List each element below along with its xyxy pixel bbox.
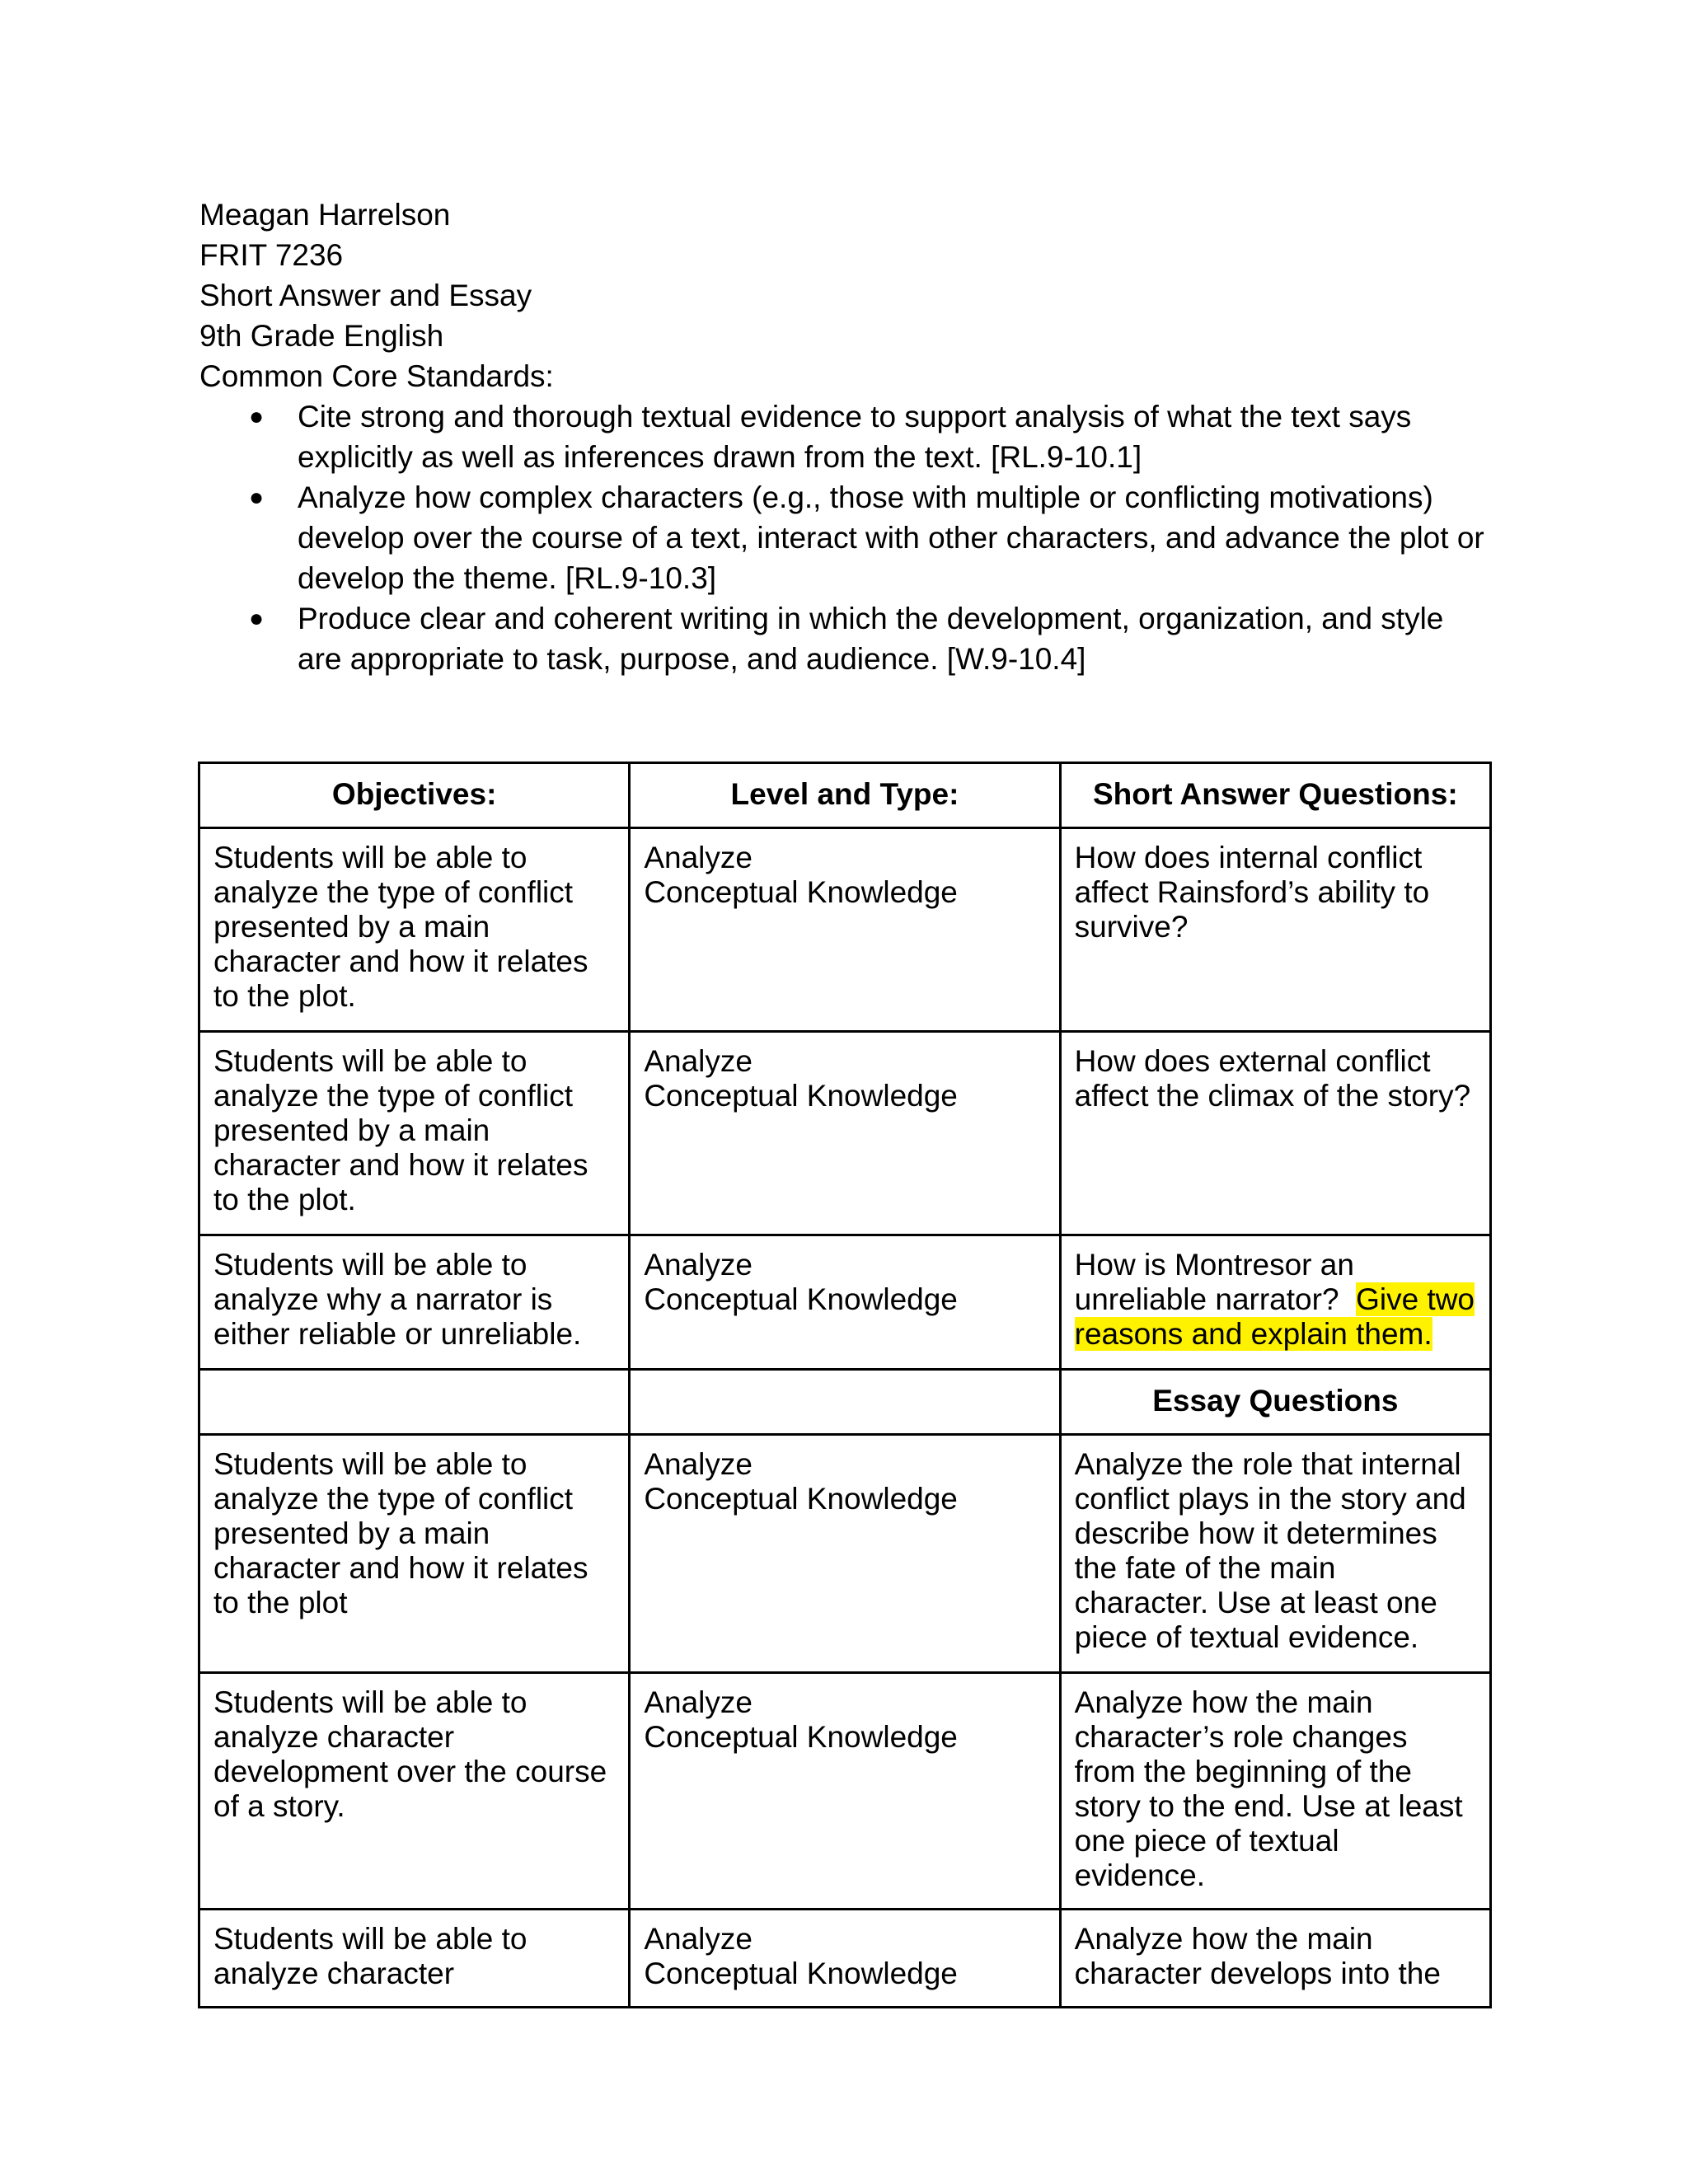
knowledge-type: Conceptual Knowledge (644, 1282, 958, 1316)
question-cell: How does internal conflict affect Rainsford’s ability to survive? (1060, 828, 1490, 1032)
knowledge-type: Conceptual Knowledge (644, 875, 958, 909)
objective-cell: Students will be able to analyze the type of conflict presented by a main character and how it relates to the plot. (199, 828, 630, 1032)
standard-text: Produce clear and coherent writing in which the development, organization, and style are appropriate to task, purpose, and audience. [W.9-10.4] (298, 602, 1444, 676)
list-item (199, 598, 1502, 679)
level-cell (630, 1673, 1060, 1910)
grade-level: 9th Grade English (199, 319, 444, 353)
level-name: Analyze (644, 1447, 753, 1481)
question-text: How is Montresor an unreliable narrator? (1074, 1248, 1354, 1316)
level-cell (630, 1235, 1060, 1370)
document-header (199, 194, 1502, 679)
essay-questions-header: Essay Questions (1060, 1370, 1490, 1435)
standard-text: Cite strong and thorough textual evidence to support analysis of what the text says explicitly as well as inferences drawn from the text. [RL.9-10.1] (298, 400, 1412, 474)
question-cell: Analyze the role that internal conflict plays in the story and describe how it determines the fate of the main character. Use at least one piece of textual evidence. (1060, 1435, 1490, 1673)
assignment-title: Short Answer and Essay (199, 279, 532, 312)
objective-cell: Students will be able to analyze character (199, 1910, 630, 2008)
objective-cell: Students will be able to analyze the type of conflict presented by a main character and how it relates to the plot. (199, 1032, 630, 1235)
objectives-header: Objectives: (199, 763, 630, 828)
short-answer-header: Short Answer Questions: (1060, 763, 1490, 828)
table-row (199, 1910, 1491, 2008)
standard-text: Analyze how complex characters (e.g., those with multiple or conflicting motivations) develop over the course of a text, interact with other characters, and advance the plot or develop the theme. [RL.9-10.3] (298, 480, 1484, 595)
bullet-icon: ● (249, 605, 265, 632)
table-row (199, 1235, 1491, 1370)
level-type-header: Level and Type: (630, 763, 1060, 828)
table-row (199, 1435, 1491, 1673)
level-name: Analyze (644, 1044, 753, 1078)
objective-cell: Students will be able to analyze why a narrator is either reliable or unreliable. (199, 1235, 630, 1370)
knowledge-type: Conceptual Knowledge (644, 1079, 958, 1113)
level-name: Analyze (644, 841, 753, 874)
table-row (199, 1673, 1491, 1910)
question-cell (1060, 1235, 1490, 1370)
course-code: FRIT 7236 (199, 238, 344, 272)
question-cell: Analyze how the main character’s role changes from the beginning of the story to the end. Use at least one piece of textual evidence. (1060, 1673, 1490, 1910)
assessment-table (198, 762, 1492, 2008)
objective-cell: Students will be able to analyze character development over the course of a story. (199, 1673, 630, 1910)
standards-label: Common Core Standards: (199, 359, 554, 393)
bullet-icon: ● (249, 403, 265, 430)
knowledge-type: Conceptual Knowledge (644, 1957, 958, 1990)
empty-cell (199, 1370, 630, 1435)
list-item (199, 477, 1502, 598)
highlighted-instruction: Give two reasons and explain them. (1074, 1282, 1475, 1351)
level-name: Analyze (644, 1922, 753, 1956)
question-cell: Analyze how the main character develops into the (1060, 1910, 1490, 2008)
knowledge-type: Conceptual Knowledge (644, 1720, 958, 1754)
knowledge-type: Conceptual Knowledge (644, 1482, 958, 1516)
objective-cell: Students will be able to analyze the type of conflict presented by a main character and how it relates to the plot (199, 1435, 630, 1673)
level-name: Analyze (644, 1685, 753, 1719)
empty-cell (630, 1370, 1060, 1435)
level-name: Analyze (644, 1248, 753, 1282)
level-cell (630, 1910, 1060, 2008)
bullet-icon: ● (249, 484, 265, 511)
list-item (199, 396, 1502, 477)
level-cell (630, 1032, 1060, 1235)
table-row (199, 1032, 1491, 1235)
question-cell: How does external conflict affect the climax of the story? (1060, 1032, 1490, 1235)
level-cell (630, 828, 1060, 1032)
author-name: Meagan Harrelson (199, 198, 451, 232)
essay-heading-row (199, 1370, 1491, 1435)
table-row (199, 828, 1491, 1032)
table-header-row (199, 763, 1491, 828)
level-cell (630, 1435, 1060, 1673)
standards-list (199, 396, 1502, 679)
